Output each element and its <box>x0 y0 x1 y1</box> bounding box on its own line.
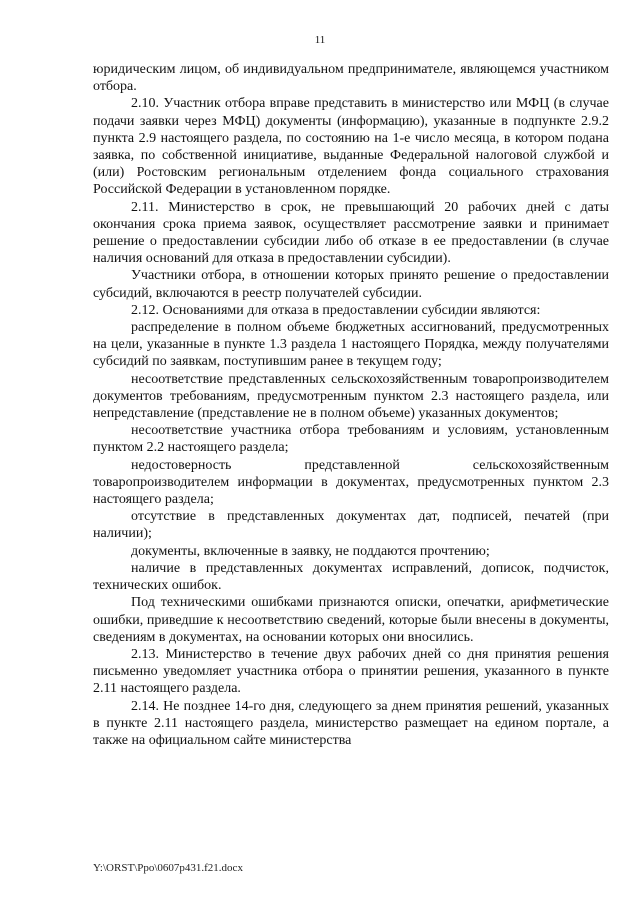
file-path-footer: Y:\ORST\Ppo\0607p431.f21.docx <box>93 862 243 874</box>
page-number: 11 <box>314 34 326 46</box>
paragraph-registry: Участники отбора, в отношении которых принято решение о предоставлении субсидий, включаются в реестр получателей субсидии. <box>93 268 609 301</box>
refusal-ground-corrections: наличие в представленных документах исправлений, дописок, подчисток, технических ошибок. <box>93 560 609 594</box>
refusal-ground-budget: распределение в полном объеме бюджетных ассигнований, предусмотренных на цели, указанные в пункте 1.3 раздела 1 настоящего Порядка, между получателями субсидий по заявкам, поступившим ранее в текущем году; <box>93 320 609 370</box>
refusal-ground-unreadable: документы, включенные в заявку, не поддаются прочтению; <box>131 543 490 559</box>
refusal-ground-missing-signatures: отсутствие в представленных документах дат, подписей, печатей (при наличии); <box>93 509 609 542</box>
paragraph-2-11: 2.11. Министерство в срок, не превышающий 20 рабочих дней с даты окончания срока приема заявок, осуществляет рассмотрение заявки и принимает решение о предоставлении субсидии либо об отказе в ее предоставлении (в случае наличия оснований для отказа в предоставлении субсидии). <box>93 199 609 267</box>
paragraph-technical-errors: Под техническими ошибками признаются описки, опечатки, арифметические ошибки, приведшие к несоответствию сведений, которые были внесены в документы, сведениям в документах, на основании которых они вносились. <box>93 595 609 645</box>
refusal-ground-false-info: недостоверность представленной сельскохозяйственным товаропроизводителем информации в документах, предусмотренных пунктом 2.3 настоящего раздела; <box>93 457 609 508</box>
document-body <box>93 61 609 749</box>
paragraph-2-10: 2.10. Участник отбора вправе представить в министерство или МФЦ (в случае подачи заявки через МФЦ) документы (информацию), указанные в подпункте 2.9.2 пункта 2.9 настоящего раздела, по состоянию на 1-е число месяца, в котором подана заявка, по собственной инициативе, выданные Федеральной налоговой службой и (или) Ростовским региональным отделением фонда социального страхования Российской Федерации в установленном порядке. <box>93 96 609 198</box>
paragraph-2-14: 2.14. Не позднее 14-го дня, следующего за днем принятия решений, указанных в пункте 2.11 настоящего раздела, министерство размещает на едином портале, а также на официальном сайте министерства <box>93 698 609 748</box>
paragraph-continuation: юридическим лицом, об индивидуальном предпринимателе, являющемся участником отбора. <box>93 62 609 95</box>
refusal-ground-documents: несоответствие представленных сельскохозяйственным товаропроизводителем документов требованиям, предусмотренным пунктом 2.3 настоящего раздела, или непредставление (представление не в полном объеме) указанных документов; <box>93 371 609 422</box>
refusal-ground-requirements: несоответствие участника отбора требованиям и условиям, установленным пунктом 2.2 настоящего раздела; <box>93 423 609 456</box>
paragraph-2-12: 2.12. Основаниями для отказа в предоставлении субсидии являются: <box>131 302 541 318</box>
paragraph-2-13: 2.13. Министерство в течение двух рабочих дней со дня принятия решения письменно уведомляет участника отбора о принятии решения, указанного в пункте 2.11 настоящего раздела. <box>93 646 609 697</box>
